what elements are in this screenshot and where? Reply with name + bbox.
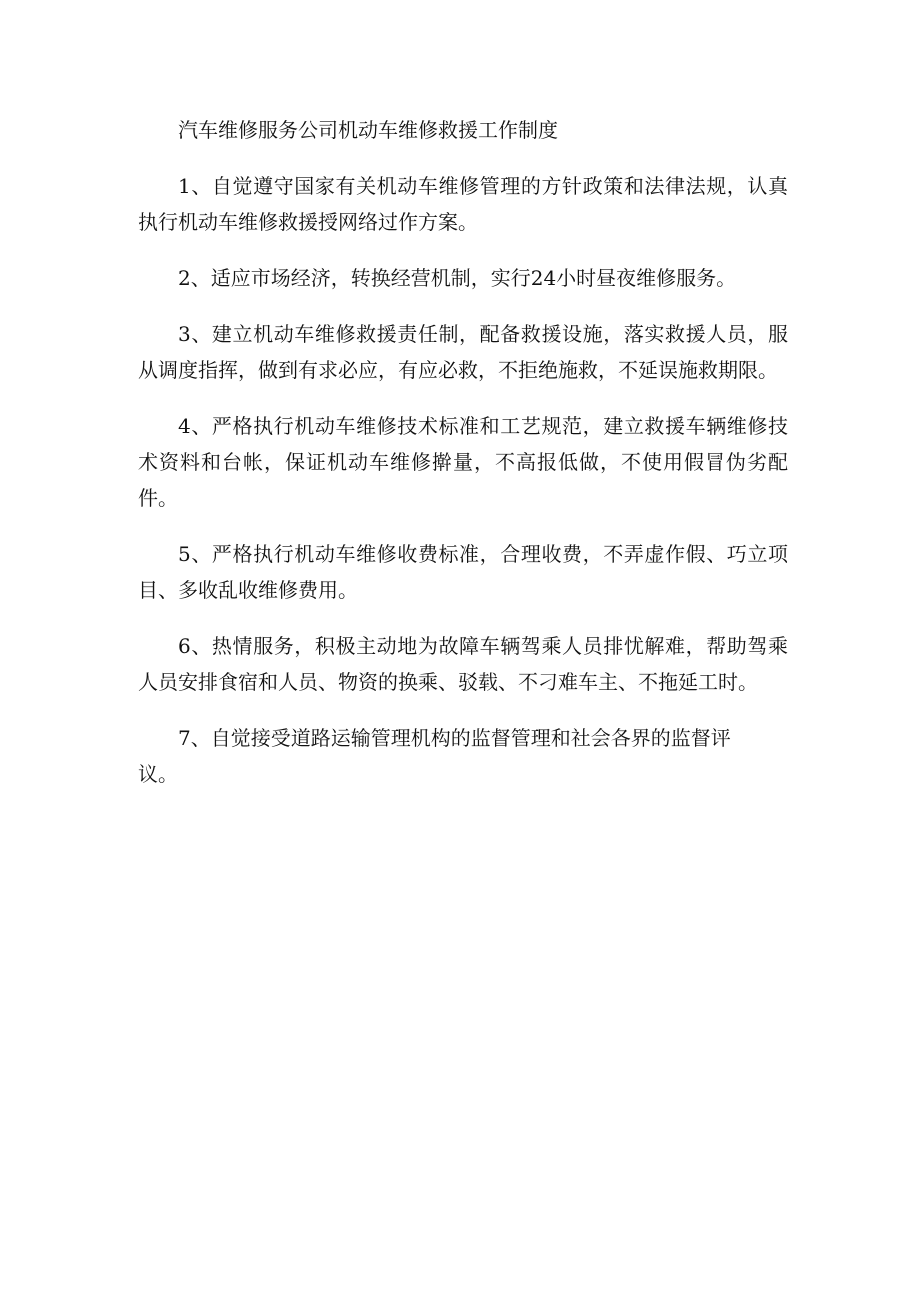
clause-5: 5、严格执行机动车维修收费标准，合理收费，不弄虚作假、巧立项目、多收乱收维修费用。 [138,542,788,602]
clause-6: 6、热情服务，积极主动地为故障车辆驾乘人员排忧解难，帮助驾乘人员安排食宿和人员、物资的换乘、驳载、不刁难车主、不拖延工时。 [138,634,788,694]
clause-1: 1、自觉遵守国家有关机动车维修管理的方针政策和法律法规，认真执行机动车维修救援授网络过作方案。 [138,174,788,234]
clause-7: 7、自觉接受道路运输管理机构的监督管理和社会各界的监督评 [178,726,731,750]
document-body [138,112,788,792]
clause-7-continuation: 议。 [138,762,178,786]
document-title: 汽车维修服务公司机动车维修救援工作制度 [178,118,558,142]
clause-3: 3、建立机动车维修救援责任制，配备救援设施，落实救援人员，服从调度指挥，做到有求必应，有应必救，不拒绝施救，不延误施救期限。 [138,322,788,382]
clause-4: 4、严格执行机动车维修技术标准和工艺规范，建立救援车辆维修技术资料和台帐，保证机动车维修擀量，不高报低做，不使用假冒伪劣配件。 [138,414,788,510]
clause-2: 2、适应市场经济，转换经营机制，实行24小时昼夜维修服务。 [178,266,737,290]
